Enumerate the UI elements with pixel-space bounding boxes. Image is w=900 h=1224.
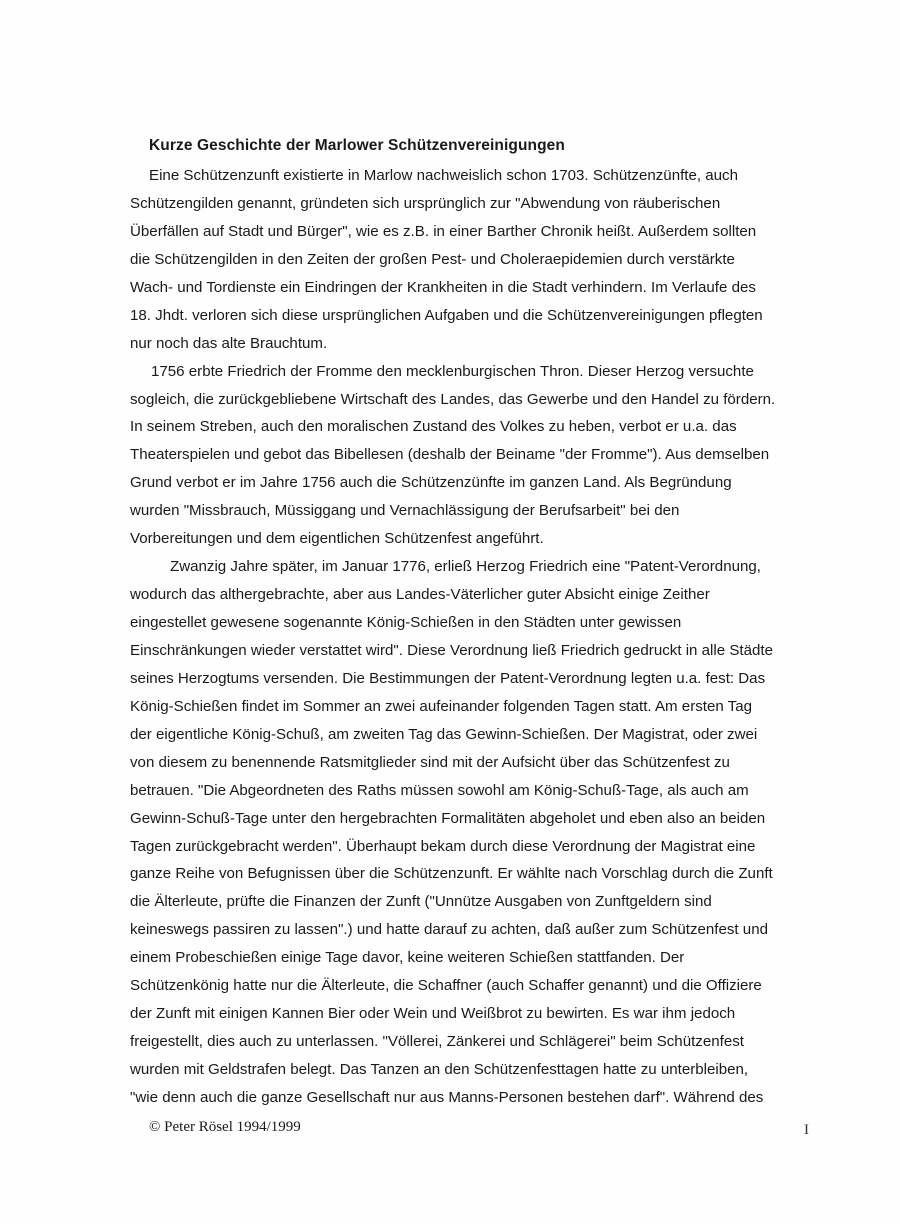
text-line: betrauen. "Die Abgeordneten des Raths müssen sowohl am König-Schuß-Tage, als auch am [130, 781, 749, 799]
document-body [130, 162, 830, 1112]
text-line: Zwanzig Jahre später, im Januar 1776, erließ Herzog Friedrich eine "Patent-Verordnung, [170, 558, 761, 576]
text-line: einem Probeschießen einige Tage davor, keine weiteren Schießen stattfanden. Der [130, 949, 685, 967]
text-line: von diesem zu benennende Ratsmitglieder sind mit der Aufsicht über das Schützenfest zu [130, 753, 730, 771]
text-line: Gewinn-Schuß-Tage unter den hergebrachten Formalitäten abgeholet und eben also an beiden [130, 809, 766, 827]
text-line: Tagen zurückgebracht werden". Überhaupt bekam durch diese Verordnung der Magistrat eine [130, 837, 756, 855]
text-line: keineswegs passiren zu lassen".) und hatte darauf zu achten, daß außer zum Schützenfest und [130, 921, 768, 939]
text-line: die Schützengilden in den Zeiten der großen Pest- und Choleraepidemien durch verstärkte [130, 250, 735, 268]
text-line: ganze Reihe von Befugnissen über die Schützenzunft. Er wählte nach Vorschlag durch die Zunft [130, 865, 773, 883]
text-line: wodurch das althergebrachte, aber aus Landes-Väterlicher guter Absicht einige Zeither [130, 586, 710, 604]
text-line: der Zunft mit einigen Kannen Bier oder Wein und Weißbrot zu bewirten. Es war ihm jedoch [130, 1005, 736, 1023]
text-line: eingestellet gewesene sogenannte König-Schießen in den Städten unter gewissen [130, 614, 682, 631]
document-title: Kurze Geschichte der Marlower Schützenvereinigungen [149, 137, 565, 154]
text-line: nur noch das alte Brauchtum. [130, 334, 328, 352]
text-line: Eine Schützenzunft existierte in Marlow nachweislich schon 1703. Schützenzünfte, auch [149, 167, 738, 184]
text-line: wurden "Missbrauch, Müssiggang und Vernachlässigung der Berufsarbeit" bei den [130, 502, 680, 520]
text-line: Schützenkönig hatte nur die Älterleute, die Schaffner (auch Schaffer genannt) und die Offiziere [130, 977, 762, 995]
text-line: Schützengilden genannt, gründeten sich ursprünglich zur "Abwendung von räuberischen [130, 194, 721, 212]
copyright-footer: © Peter Rösel 1994/1999 [149, 1119, 301, 1135]
text-line: die Älterleute, prüfte die Finanzen der Zunft ("Unnütze Ausgaben von Zunftgeldern sind [130, 893, 712, 911]
text-line: Grund verbot er im Jahre 1756 auch die Schützenzünfte im ganzen Land. Als Begründung [130, 474, 732, 492]
text-line: Überfällen auf Stadt und Bürger", wie es z.B. in einer Barther Chronik heißt. Außerdem sollten [130, 222, 757, 240]
text-line: "wie denn auch die ganze Gesellschaft nur aus Manns-Personen bestehen darf". Während des [130, 1088, 764, 1106]
text-line: freigestellt, dies auch zu unterlassen. "Völlerei, Zänkerei und Schlägerei" beim Schützenfest [130, 1033, 744, 1051]
text-line: der eigentliche König-Schuß, am zweiten Tag das Gewinn-Schießen. Der Magistrat, oder zwei [130, 725, 758, 743]
text-line: wurden mit Geldstrafen belegt. Das Tanzen an den Schützenfesttagen hatte zu unterbleiben, [130, 1061, 749, 1078]
text-line: seines Herzogtums versenden. Die Bestimmungen der Patent-Verordnung legten u.a. fest: Das [130, 669, 766, 687]
text-line: König-Schießen findet im Sommer an zwei aufeinander folgenden Tagen statt. Am ersten Tag [130, 697, 753, 715]
text-line: In seinem Streben, auch den moralischen Zustand des Volkes zu heben, verbot er u.a. das [130, 418, 737, 436]
page-mark: I [804, 1122, 809, 1138]
text-line: Vorbereitungen und dem eigentlichen Schützenfest angeführt. [130, 530, 544, 548]
text-line: Theaterspielen und gebot das Bibellesen (deshalb der Beiname "der Fromme"). Aus demselben [130, 446, 770, 464]
text-line: Einschränkungen wieder verstattet wird". Diese Verordnung ließ Friedrich gedruckt in alle Städte [130, 641, 773, 659]
text-line: 18. Jhdt. verloren sich diese ursprünglichen Aufgaben und die Schützenvereinigungen pflegten [130, 306, 763, 324]
text-line: sogleich, die zurückgebliebene Wirtschaft des Landes, das Gewerbe und den Handel zu fördern. [130, 390, 776, 408]
text-line: Wach- und Tordienste ein Eindringen der Krankheiten in die Stadt verhindern. Im Verlaufe des [130, 278, 756, 296]
text-line: 1756 erbte Friedrich der Fromme den mecklenburgischen Thron. Dieser Herzog versuchte [151, 362, 754, 380]
